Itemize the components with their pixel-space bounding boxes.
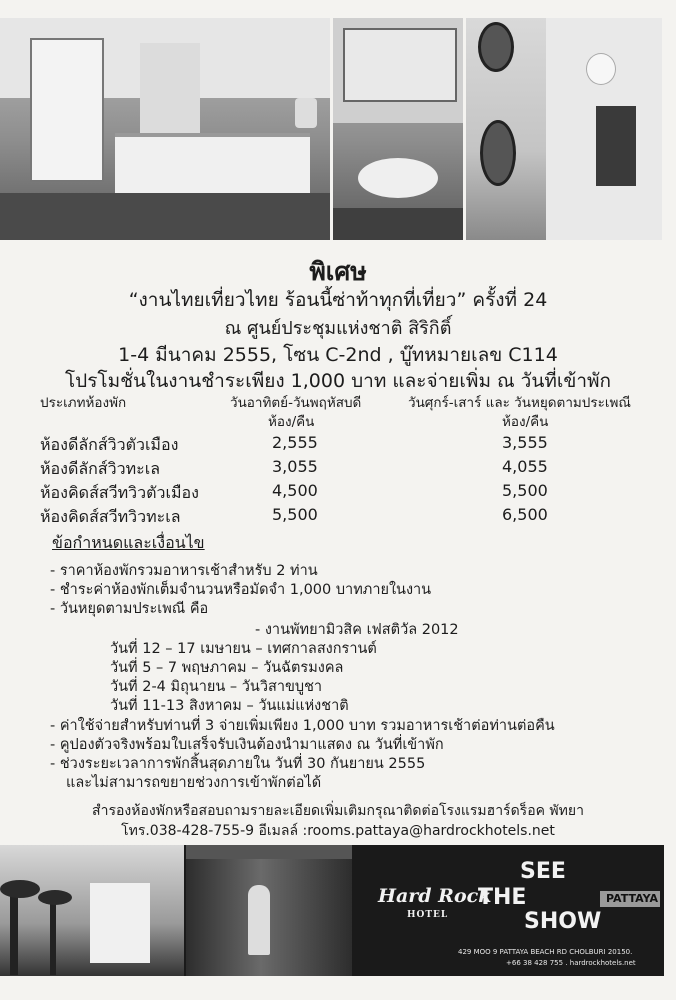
photo-hotel-exterior [0,845,184,976]
condition-item: - ค่าใช้จ่ายสำหรับท่านที่ 3 จ่ายเพิ่มเพียง 1,000 บาท รวมอาหารเช้าต่อท่านต่อคืน [50,718,555,734]
festival-item: - งานพัทยามิวสิค เฟสติวัล 2012 [255,622,459,638]
condition-item: - ช่วงระยะเวลาการพักสิ้นสุดภายใน วันที่ 30 กันยายน 2555 [50,756,426,772]
room-name: ห้องดีลักส์วิวทะเล [40,459,160,478]
condition-item: - วันหยุดตามประเพณี คือ [50,601,209,617]
bottom-brand-strip [0,845,664,976]
photo-suite-living [333,18,463,240]
contact-phone-email: โทร.038-428-755-9 อีเมลล์ :rooms.pattaya@hardrockhotels.net [121,823,555,839]
hotel-address: 429 MOO 9 PATTAYA BEACH RD CHOLBURI 20150. [458,948,633,956]
condition-item: - ราคาห้องพักรวมอาหารเช้าสำหรับ 2 ท่าน [50,563,318,579]
promotion-line: โปรโมชั่นในงานชำระเพียง 1,000 บาท และจ่ายเพิ่ม ณ วันที่เข้าพัก [64,370,612,392]
holiday-item: วันที่ 2-4 มิถุนายน – วันวิสาขบูชา [110,679,323,695]
event-dates-booth: 1-4 มีนาคม 2555, โซน C-2nd , บู๊ทหมายเลข C114 [118,344,558,366]
unit-weekday: ห้อง/คืน [268,414,315,430]
weekday-price: 4,500 [272,481,318,500]
weekend-price: 5,500 [502,481,548,500]
weekend-price: 6,500 [502,505,548,524]
room-name: ห้องดีลักส์วิวตัวเมือง [40,435,179,454]
event-name: “งานไทยเที่ยวไทย ร้อนนี้ซ่าท้าทุกที่เที่ยว” ครั้งที่ 24 [128,289,548,311]
conditions-title: ข้อกำหนดและเงื่อนไข [52,533,205,552]
event-venue: ณ ศูนย์ประชุมแห่งชาติ สิริกิติ์ [224,318,452,339]
pattaya-text: PATTAYA [606,892,659,905]
weekend-price: 4,055 [502,457,548,476]
col-header-room-type: ประเภทห้องพัก [40,395,127,411]
unit-weekend: ห้อง/คืน [502,414,549,430]
condition-item: - คูปองตัวจริงพร้อมใบเสร็จรับเงินต้องนำมาแสดง ณ วันที่เข้าพัก [50,737,444,753]
weekend-price: 3,555 [502,433,548,452]
special-title: พิเศษ [309,257,367,286]
col-header-weekend: วันศุกร์-เสาร์ และ วันหยุดตามประเพณี [408,395,631,411]
the-text: THE [478,885,527,910]
condition-item: และไม่สามารถขยายช่วงการเข้าพักต่อได้ [66,775,322,791]
weekday-price: 2,555 [272,433,318,452]
table-row [40,457,660,481]
condition-item: - ชำระค่าห้องพักเต็มจำนวนหรือมัดจำ 1,000 บาทภายในงาน [50,582,432,598]
weekday-price: 3,055 [272,457,318,476]
room-name: ห้องคิดส์สวีทวิวทะเล [40,507,181,526]
photo-hotel-bedroom [0,18,330,240]
contact-line: สำรองห้องพักหรือสอบถามรายละเอียดเพิ่มเติมกรุณาติดต่อโรงแรมฮาร์ดร็อค พัทยา [92,803,584,819]
photo-hotel-lobby [186,845,352,976]
table-row [40,505,660,529]
see-text: SEE [520,859,566,884]
holiday-item: วันที่ 12 – 17 เมษายน – เทศกาลสงกรานต์ [110,641,377,657]
show-text: SHOW [524,909,602,934]
holiday-item: วันที่ 5 – 7 พฤษภาคม – วันฉัตรมงคล [110,660,344,676]
table-row [40,481,660,505]
holiday-item: วันที่ 11-13 สิงหาคม – วันแม่แห่งชาติ [110,698,349,714]
weekday-price: 5,500 [272,505,318,524]
room-name: ห้องคิดส์สวีทวิวตัวเมือง [40,483,199,502]
hotel-contact: +66 38 428 755 . hardrockhotels.net [506,959,636,967]
table-row [40,433,660,457]
hotel-logo-text: HOTEL [407,910,449,920]
col-header-weekday: วันอาทิตย์-วันพฤหัสบดี [230,395,362,411]
top-photo-strip [0,18,676,240]
photo-kids-room [466,18,662,240]
hard-rock-logo: Hard Rock [378,885,492,907]
